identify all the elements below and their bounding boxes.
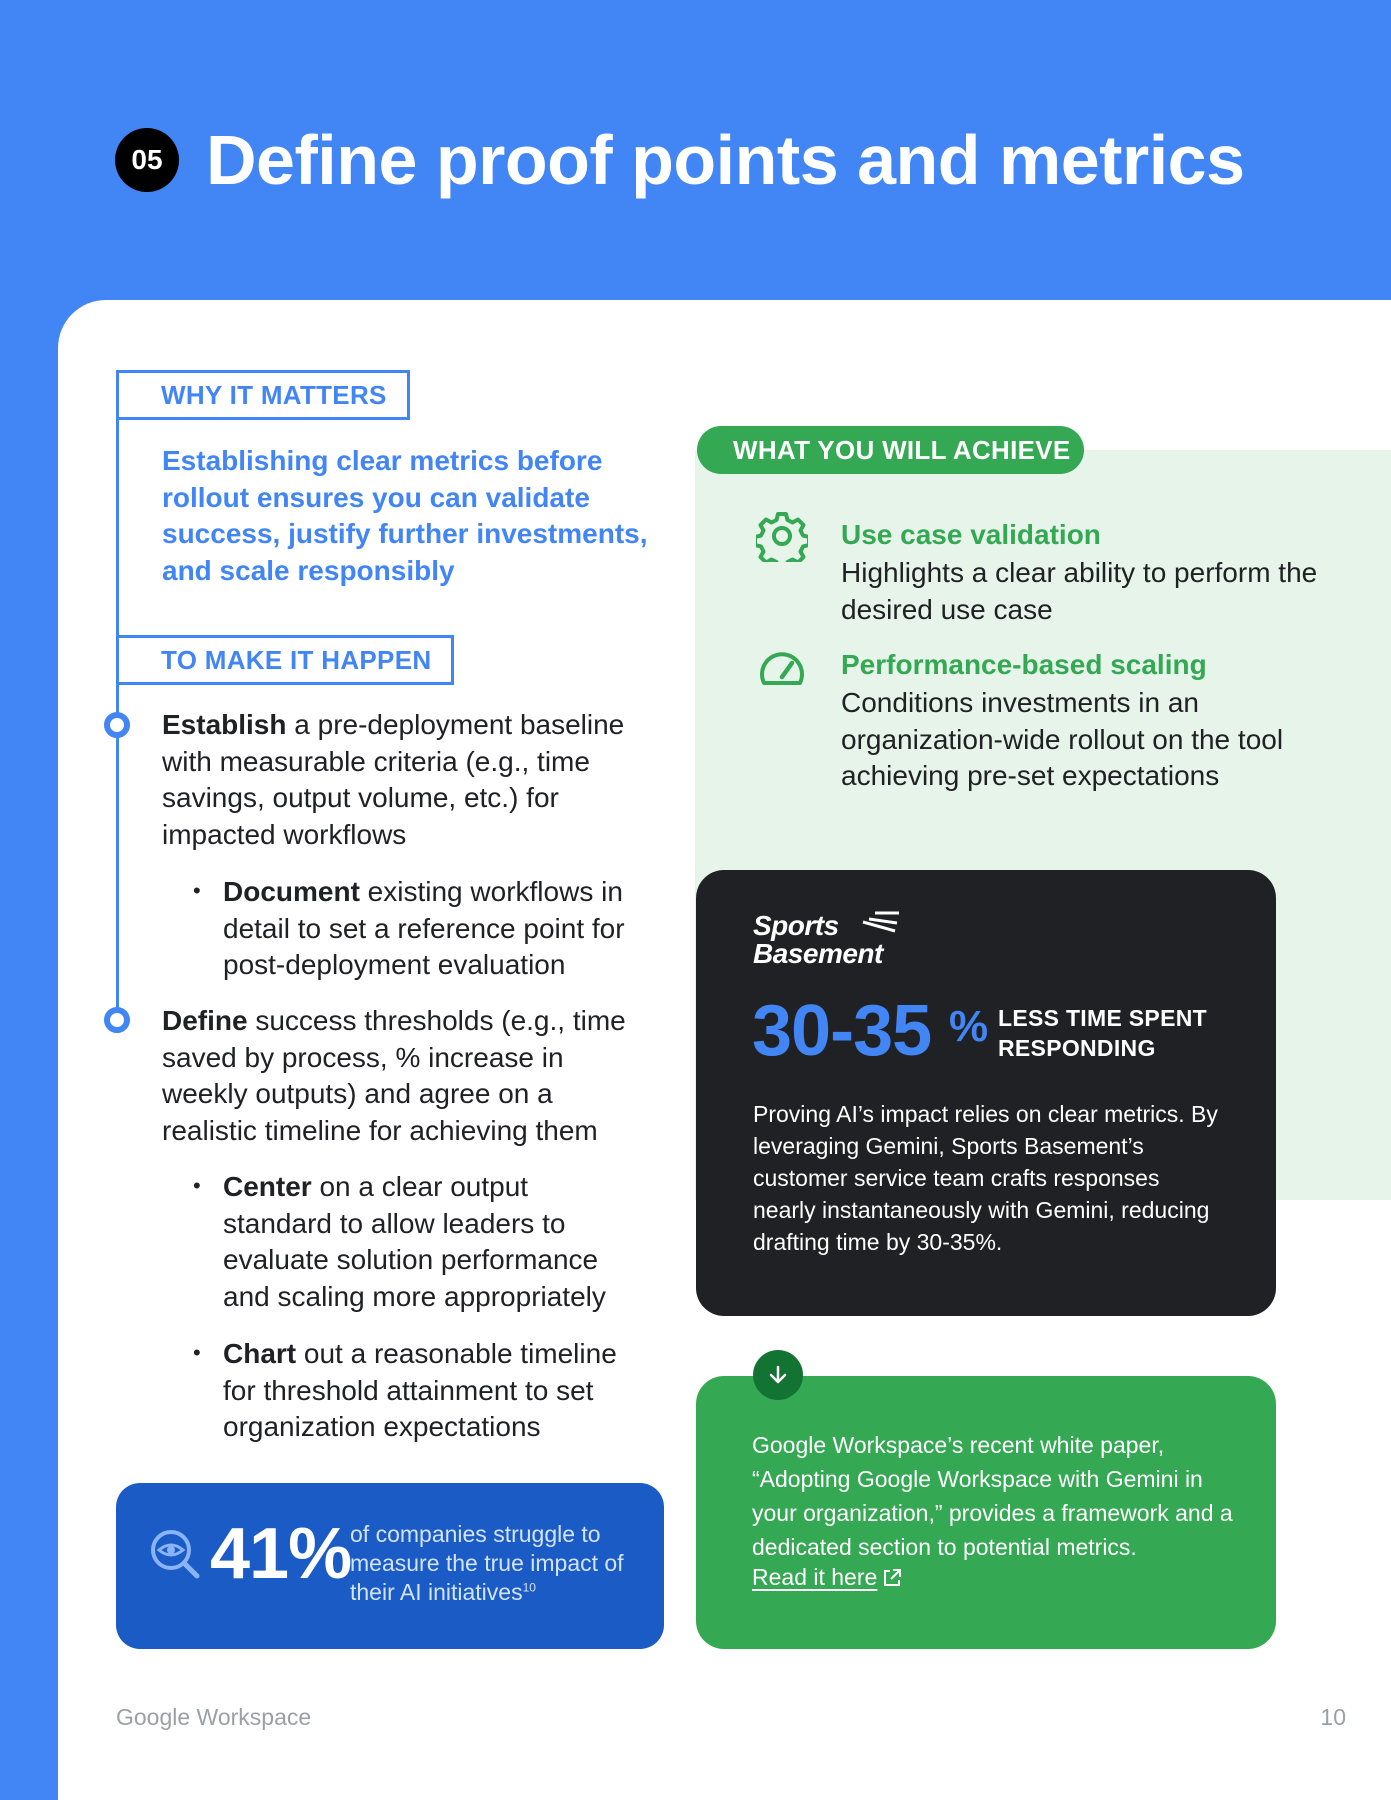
timeline-dot <box>104 1007 130 1033</box>
case-study-text: Proving AI’s impact relies on clear metrics. By leveraging Gemini, Sports Basement’s customer service team crafts responses nearly instantaneously with Gemini, reducing drafting time by 30-35%. <box>753 1101 1218 1255</box>
section-number-badge: 05 <box>115 128 179 192</box>
to-make-it-happen-label: TO MAKE IT HAPPEN <box>116 635 454 685</box>
footer-brand: Google Workspace <box>116 1704 312 1730</box>
logo-stripes-icon <box>861 910 901 934</box>
page-number: 10 <box>1320 1704 1346 1730</box>
step-define: Define success thresholds (e.g., time saved by process, % increase in weekly outputs) and agree on a realistic timeline for achieving them <box>162 1005 626 1146</box>
gauge-icon <box>756 643 808 695</box>
achieve-title-use-case: Use case validation <box>841 519 1101 550</box>
gear-icon <box>756 510 808 562</box>
stat-range-label: LESS TIME SPENT RESPONDING <box>998 1005 1207 1061</box>
case-study-card <box>696 870 1276 1316</box>
achieve-desc-use-case: Highlights a clear ability to perform the desired use case <box>841 557 1318 625</box>
step-establish: Establish a pre-deployment baseline with measurable criteria (e.g., time savings, output volume, etc.) for impacted workflows <box>162 709 625 850</box>
substep-center: Center on a clear output standard to allow leaders to evaluate solution performance and scaling more appropriately <box>223 1171 606 1312</box>
achieve-title-scaling: Performance-based scaling <box>841 649 1207 680</box>
stat-range-value: 30-35 <box>752 991 932 1071</box>
timeline-dot <box>104 712 130 738</box>
sports-basement-logo: Sports Basement <box>753 910 883 969</box>
search-eye-icon <box>149 1528 201 1580</box>
page-header <box>115 120 1245 200</box>
why-it-matters-text: Establishing clear metrics before rollout ensures you can validate success, justify further investments, and scale responsibly <box>162 445 648 586</box>
resource-card <box>696 1376 1276 1649</box>
stat-range-unit: % <box>949 1002 989 1051</box>
substep-document: Document existing workflows in detail to set a reference point for post-deployment evaluation <box>223 876 625 980</box>
bullet-icon: • <box>193 1173 201 1198</box>
external-link-icon <box>882 1568 902 1588</box>
stat-description: of companies struggle to measure the true impact of their AI initiatives$^{10}$ <box>350 1521 624 1605</box>
bullet-icon: • <box>193 1340 201 1365</box>
what-you-will-achieve-label: WHAT YOU WILL ACHIEVE <box>697 426 1084 474</box>
page-title: Define proof points and metrics <box>206 121 1245 199</box>
why-it-matters-label: WHY IT MATTERS <box>116 370 410 420</box>
substep-chart: Chart out a reasonable timeline for threshold attainment to set organization expectations <box>223 1338 617 1442</box>
resource-text: Google Workspace’s recent white paper, “Adopting Google Workspace with Gemini in your organization,” provides a framework and a dedicated section to potential metrics. <box>752 1432 1233 1560</box>
achieve-desc-scaling: Conditions investments in an organization-wide rollout on the tool achieving pre-set expectations <box>841 687 1284 791</box>
stat-card <box>116 1483 664 1649</box>
arrow-down-icon <box>753 1350 803 1400</box>
stat-value: 41% <box>210 1514 352 1594</box>
bullet-icon: • <box>193 878 201 903</box>
timeline-line <box>116 420 119 635</box>
read-it-here-link[interactable]: Read it here <box>752 1564 902 1591</box>
